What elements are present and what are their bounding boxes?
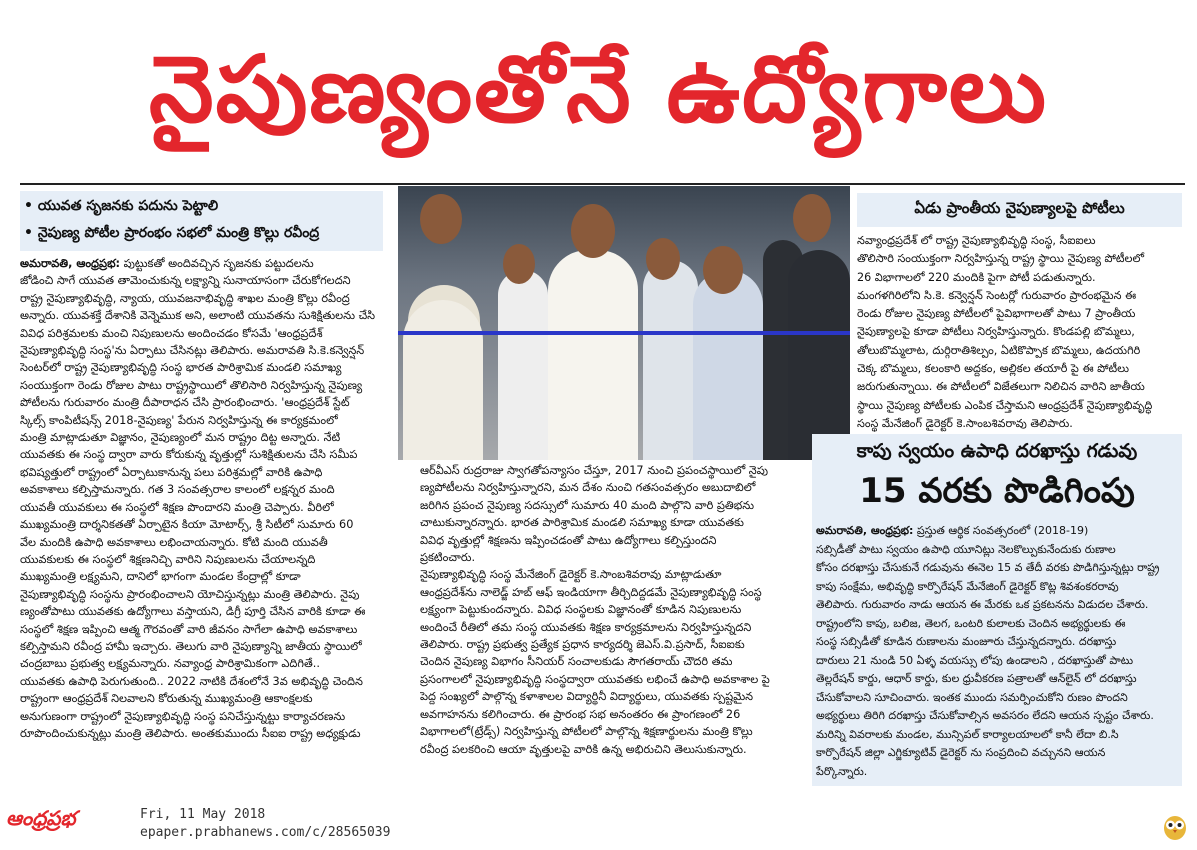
right-story-line: రెండు రోజుల నైపుణ్య పోటీలలో పైవిభాగాలతో పాటు 7 ప్రాంతీయ — [857, 307, 1136, 321]
middle-column-line: రవీంద్ర పలకరించి ఆయా వృత్తులపై వారికి ఉన్న అభిరుచిని తెలుసుకున్నారు. — [420, 742, 747, 756]
kapu-heading-text: కాపు స్వయం ఉపాధి దరఖాస్తు గడువు — [856, 439, 1138, 462]
subhead-1: • యువత సృజనకు పదును పెట్టాలి — [24, 198, 219, 214]
subheads-box — [20, 191, 383, 251]
middle-column-line: లక్ష్యంగా పెట్టుకుందన్నారు. వివిధ సంస్థలకు విజ్ఞానంతో కూడిన నిపుణులను — [420, 603, 742, 617]
middle-column-line: జరిగిన ప్రపంచ నైపుణ్య సదస్సులో సుమారు 40 మంది పాల్గొని వారి ప్రతిభను — [420, 498, 755, 512]
kapu-line: తెల్లరేషన్ కార్డు, ఆధార్ కార్డు, కుల ధ్రువీకరణ పత్రాలతో ఆన్‌లైన్ లో దరఖాస్తు — [816, 672, 1137, 685]
left-column-line: వేల మందికి ఉపాధి అవకాశాలు లభించాయన్నారు. కోటి మంది యువతీ — [20, 535, 328, 549]
news-photo — [398, 186, 850, 460]
middle-column-line: ఆంధ్రప్రదేశ్‌ను నాలెడ్జ్ హబ్ ఆఫ్ ఇండియాగా తీర్చిదిద్దడమే నైపుణ్యాభివృద్ధి సంస్థ — [420, 585, 762, 599]
right-story-line: 26 విభాగాలలో 220 మందికి పైగా పోటీ పడుతున్నారు. — [857, 270, 1096, 284]
middle-column — [420, 462, 805, 792]
left-column-line: పోటీలను గురువారం మంత్రి దీపారాధన చేసి ప్రారంభించారు. 'ఆంధ్రప్రదేశ్ స్టేట్ — [20, 396, 350, 410]
middle-column-line: ప్రకటించారు. — [420, 551, 476, 565]
headline-text: నైపుణ్యంతోనే ఉద్యోగాలు — [149, 36, 1048, 143]
left-column-line: అనుగుణంగా రాష్ట్రంలో నైపుణ్యాభివృద్ధి సంస్థ పనిచేస్తున్నట్టు కార్యాచరణను — [20, 709, 346, 723]
owl-icon — [1162, 811, 1188, 841]
left-column-line: అన్నారు. యువశక్తే దేశానికి వెన్నెముక అని, అలాంటి యువతను సుశిక్షితులను చేసి — [20, 309, 376, 323]
kapu-line-0 — [816, 522, 1179, 541]
kapu-line: పేర్కొన్నారు. — [816, 764, 868, 778]
kapu-line: మరిన్ని వివరాలకు మండల, మున్సిపల్ కార్యాలయాలలో కానీ లేదా బి.సి — [816, 727, 1119, 741]
right-story-line: నవ్యాంధ్రప్రదేశ్ లో రాష్ట్ర నైపుణ్యాభివృద్ధి సంస్థ, సీఐఐలు — [857, 234, 1096, 247]
middle-column-line: అందించే రీతిలో తమ సంస్థ యువతకు శిక్షణ కార్యక్రమాలను నిర్వహిస్తున్నదని — [420, 620, 752, 634]
middle-column-line: నైపుణ్యాభివృద్ధి సంస్థ మేనేజింగ్ డైరెక్టర్ కె.సాంబశివరావు మాట్లాడుతూ — [420, 568, 722, 582]
right-story-line: స్థాయి నైపుణ్య పోటీలకు ఎంపిక చేస్తామని ఆంధ్రప్రదేశ్ నైపుణ్యాభివృద్ధి — [857, 398, 1153, 412]
left-column-line: జోడించి సాగే యువత తామెంచుకున్న లక్ష్యాన్ని సునాయాసంగా చేరుకోగలదని — [20, 274, 351, 288]
left-column-line: నైపుణ్యాభివృద్ధి సంస్థ'ను ఏర్పాటు చేసినట్లు తెలిపారు. అమరావతి సి.కె.కన్వెన్షన్ — [20, 344, 365, 358]
footer-logo-text: ఆంధ్రప్రభ — [6, 806, 76, 830]
left-column-line: రాష్ట్ర నైపుణ్యాభివృద్ధి, న్యాయ, యువజనాభివృద్ధి శాఖల మంత్రి కొల్లు రవీంద్ర — [20, 291, 350, 305]
right-story-body — [857, 232, 1182, 432]
left-column-line: సంస్థలో శిక్షణ ఇప్పించి ఆత్మ గౌరవంతో వారి జీవనం సాగేలా ఉపాధి అవకాశాలు — [20, 622, 358, 636]
subhead-2: • నైపుణ్య పోటీల ప్రారంభం సభలో మంత్రి కొల్లు రవీంద్ర — [24, 225, 320, 241]
kapu-line: తెలిపారు. గురువారం నాడు ఆయన ఈ మేరకు ఒక ప్రకటనను విడుదల చేశారు. — [816, 598, 1149, 611]
kapu-line: కాపు సంక్షేమ, అభివృద్ధి కార్పొరేషన్ మేనేజింగ్ డైరెక్టర్ కొట్ల శివశంకరరావు — [816, 579, 1119, 593]
left-column-line: మంత్రి మాట్లాడుతూ విజ్ఞానం, నైపుణ్యంలో మన రాష్ట్రం దిట్ట అన్నారు. నేటి — [20, 431, 341, 445]
left-column — [20, 255, 383, 795]
kapu-line: కోసం దరఖాస్తు చేసుకునే గడువును ఈనెల 15 వ తేదీ వరకు పొడిగిస్తున్నట్లు రాష్ట్ర — [816, 561, 1160, 574]
right-story-line: తోలుబొమ్మలాట, దుర్గిరాతిశిల్పం, ఏటికొప్పాక బొమ్మలు, ఉదయగిరి — [857, 343, 1141, 357]
left-column-line: రూపొందించుకున్నట్లు మంత్రి తెలిపారు. అంతకుముందు సీఐఐ రాష్ట్ర అధ్యక్షుడు — [20, 726, 361, 740]
middle-column-line: వివిధ వృత్తుల్లో శిక్షణను ఇప్పించడంతో పాటు ఉద్యోగాలు కల్పిస్తుందని — [420, 533, 717, 547]
left-column-line: యువతీ యువకులు ఈ సంస్థలో శిక్షణ పొందారని మంత్రి చెప్పారు. వీరిలో — [20, 500, 334, 514]
kapu-big-heading — [812, 470, 1182, 520]
right-story-line: తొలిసారి సంయుక్తంగా నిర్వహిస్తున్న రాష్ట్ర స్థాయి నైపుణ్య పోటీలలో — [857, 252, 1144, 266]
left-column-line: యువతకు ఈ సంస్థ ద్వారా వారు కోరుకున్న వృత్తుల్లో సుశిక్షితులను చేసి సమీప — [20, 448, 358, 462]
left-column-line: భవిష్యత్తులో రాష్ట్రంలో ఏర్పాటుకానున్న పలు పరిశ్రమల్లో వారికి ఉపాధి — [20, 465, 323, 479]
left-column-line-0 — [20, 255, 383, 272]
right-story-line: మంగళగిరిలోని సి.కె. కన్వెన్షన్ సెంటర్లో గురువారం ప్రారంభమైన ఈ — [857, 288, 1137, 302]
right-story-line: చెక్క బొమ్మలు, కలంకారి అద్దకం, అల్లికల తయారీ పై ఈ పోటీలు — [857, 362, 1129, 376]
right-story-line: నైపుణ్యాలపై కూడా పోటీలు నిర్వహిస్తున్నారు. కొండపల్లి బొమ్మలు, — [857, 325, 1135, 339]
left-column-line: చంద్రబాబు ప్రభుత్వ లక్ష్యమన్నారు. నవ్యాంధ్ర పారిశ్రామికంగా ఎదిగితే.. — [20, 657, 320, 671]
left-column-line: ణ్యంతోపాటు యువతకు ఉద్యోగాలు వస్తాయని, డిగ్రీ పూర్తి చేసిన వారికి కూడా ఈ — [20, 605, 366, 619]
headline-divider — [20, 183, 1185, 185]
kapu-line: రాష్ట్రంలోని కాపు, బలిజ, తెలగ, ఒంటరి కులాలకు చెందిన అభ్యర్థులకు ఈ — [816, 616, 1126, 630]
middle-column-line: అవగాహనను కలిగించారు. ఈ ప్రారంభ సభ అనంతరం ఈ ప్రాంగణంలో 26 — [420, 707, 741, 721]
left-column-line: సంయుక్తంగా రెండు రోజుల పాటు రాష్ట్రస్థాయిలో తొలిసారి నిర్వహిస్తున్న నైపుణ్య — [20, 378, 363, 392]
left-column-line: రాష్ట్రంగా ఆంధ్రప్రదేశ్ నిలవాలని కోరుతున్న ముఖ్యమంత్రి ఆకాంక్షలకు — [20, 692, 313, 706]
kapu-line: సబ్సిడీతో పాటు స్వయం ఉపాధి యూనిట్లు నెలకొల్పుకునేందుకు రుణాల — [816, 542, 1116, 556]
footer-meta — [140, 806, 390, 842]
left-column-line: స్కిల్స్ కాంపిటీషన్స్ 2018-నైపుణ్య' పేరున నిర్వహిస్తున్న ఈ కార్యక్రమంలో — [20, 413, 338, 427]
left-column-line: అవకాశాలు కల్పిస్తామన్నారు. గత 3 సంవత్సరాల కాలంలో లక్షన్నర మంది — [20, 483, 335, 497]
left-column-line: సెంటర్‌లో రాష్ట్ర నైపుణ్యాభివృద్ధి సంస్థ భారత పారిశ్రామిక మండలి సమాఖ్య — [20, 361, 342, 375]
kapu-first-line: ప్రస్తుత ఆర్థిక సంవత్సరంలో (2018-19) — [913, 524, 1089, 537]
right-story-heading-text: ఏడు ప్రాంతీయ నైపుణ్యాలపై పోటీలు — [914, 199, 1125, 217]
middle-column-line: చెందిన నైపుణ్య విభాగం సీనియర్ సంచాలకుడు సౌగతరాయ్ చౌదరి తమ — [420, 655, 733, 669]
left-column-line: ముఖ్యమంత్రి లక్ష్యమని, దానిలో భాగంగా మండల కేంద్రాల్లో కూడా — [20, 570, 301, 584]
kapu-line: కార్పొరేషన్ జిల్లా ఎగ్జిక్యూటివ్ డైరెక్టర్ ను సంప్రదించి వచ్చునని ఆయన — [816, 746, 1106, 759]
kapu-line: దారులు 21 నుండి 50 ఏళ్ళ వయస్సు లోపు ఉండాలని , దరఖాస్తుతో పాటు — [816, 653, 1134, 667]
kapu-body — [816, 522, 1179, 784]
kapu-dateline: అమరావతి, ఆంధ్రప్రభ: — [816, 524, 914, 537]
left-column-line: కల్పిస్తామని రవీంద్ర హామీ ఇచ్చారు. తెలుగు వారి నైపుణ్యాన్ని జాతీయ స్థాయిలో — [20, 639, 362, 653]
kapu-heading — [812, 437, 1182, 469]
middle-column-line: చాటుకున్నారన్నారు. భారత పారిశ్రామిక మండలి సమాఖ్య కూడా యువతకు — [420, 516, 744, 530]
kapu-line: అభ్యర్థులు తిరిగి దరఖాస్తు చేసుకోవాల్సిన అవసరం లేదని ఆయన స్పష్టం చేశారు. — [816, 709, 1154, 722]
left-dateline: అమరావతి, ఆంధ్రప్రభ: — [20, 257, 121, 270]
left-column-line: యువకులకు ఈ సంస్థలో శిక్షణనిచ్చి వారిని నిపుణులను చేయాలన్నది — [20, 552, 316, 566]
middle-column-line: ణ్యపోటీలను నిర్వహిస్తున్నారని, మన దేశం నుంచి గతసంవత్సరం అబుదాబిలో — [420, 481, 756, 495]
kapu-big-heading-text: 15 వరకు పొడిగింపు — [859, 471, 1135, 511]
middle-column-line: విభాగాలలో(ట్రేడ్స్) నిర్వహిస్తున్న పోటీలలో పాల్గొన్న శిక్షణార్థులను మంత్రి కొల్లు — [420, 725, 753, 739]
left-column-line: నైపుణ్యాభివృద్ధి సంస్థను ప్రారంభించాలని యోచిస్తున్నట్లు మంత్రి తెలిపారు. నైపు — [20, 587, 360, 601]
footer-logo — [6, 806, 75, 835]
headline — [0, 0, 1197, 180]
ribbon — [398, 331, 850, 335]
right-story-line: సంస్థ మేనేజింగ్ డైరెక్టర్ కె.సాంబశివరావు తెలిపారు. — [857, 416, 1073, 430]
left-column-line: వివిధ పరిశ్రమలకు మంచి నిపుణులను అందించడం కోసమే 'ఆంధ్రప్రదేశ్ — [20, 326, 323, 340]
middle-column-line: ప్రసంగాలలో నైపుణ్యాభివృద్ధి సంస్థద్వారా యువతకు లభించే ఉపాధి అవకాశాల పై — [420, 672, 770, 686]
left-column-line: యువతకు ఉపాధి పెరుగుతుంది.. 2022 నాటికి దేశంలోనే 3వ అభివృద్ధి చెందిన — [20, 674, 363, 688]
middle-column-line: పెద్ద సంఖ్యలో పాల్గొన్న కళాశాలల విద్యార్థినీ విద్యార్థులు, యువతకు స్పష్టమైన — [420, 690, 754, 704]
footer-date: Fri, 11 May 2018 — [140, 807, 266, 822]
footer-url[interactable]: epaper.prabhanews.com/c/28565039 — [140, 825, 391, 840]
middle-column-line: తెలిపారు. రాష్ట్ర ప్రభుత్వ ప్రత్యేక ప్రధాన కార్యదర్శి జెఎస్.వి.ప్రసాద్, సీఐఐకు — [420, 638, 745, 652]
left-column-line: ముఖ్యమంత్రి దార్శనికతతో ఏర్పాటైన కియా మోటార్స్, శ్రీ సిటీలో సుమారు 60 — [20, 518, 354, 532]
kapu-line: సంస్థ సబ్సిడీతో కూడిన రుణాలను మంజూరు చేస్తున్నదన్నారు. దరఖాస్తు — [816, 635, 1117, 648]
right-story-line: జరుగుతున్నాయి. ఈ పోటీలలో విజేతలుగా నిలిచిన వారిని జాతీయ — [857, 380, 1145, 394]
kapu-line: చేసుకోవాలని సూచించారు. ఇంతక ముందు సమర్పించుకోని రుణం పొందని — [816, 690, 1128, 704]
middle-column-line: ఆర్‌వీఎస్ రుద్రరాజు స్వాగతోపన్యాసం చేస్తూ, 2017 నుంచి ప్రపంచస్థాయిలో నైపు — [420, 464, 768, 477]
left-first-line: పుట్టుకతో అందివచ్చిన సృజనకు పట్టుదలను — [120, 257, 314, 270]
right-story-heading — [857, 193, 1182, 227]
